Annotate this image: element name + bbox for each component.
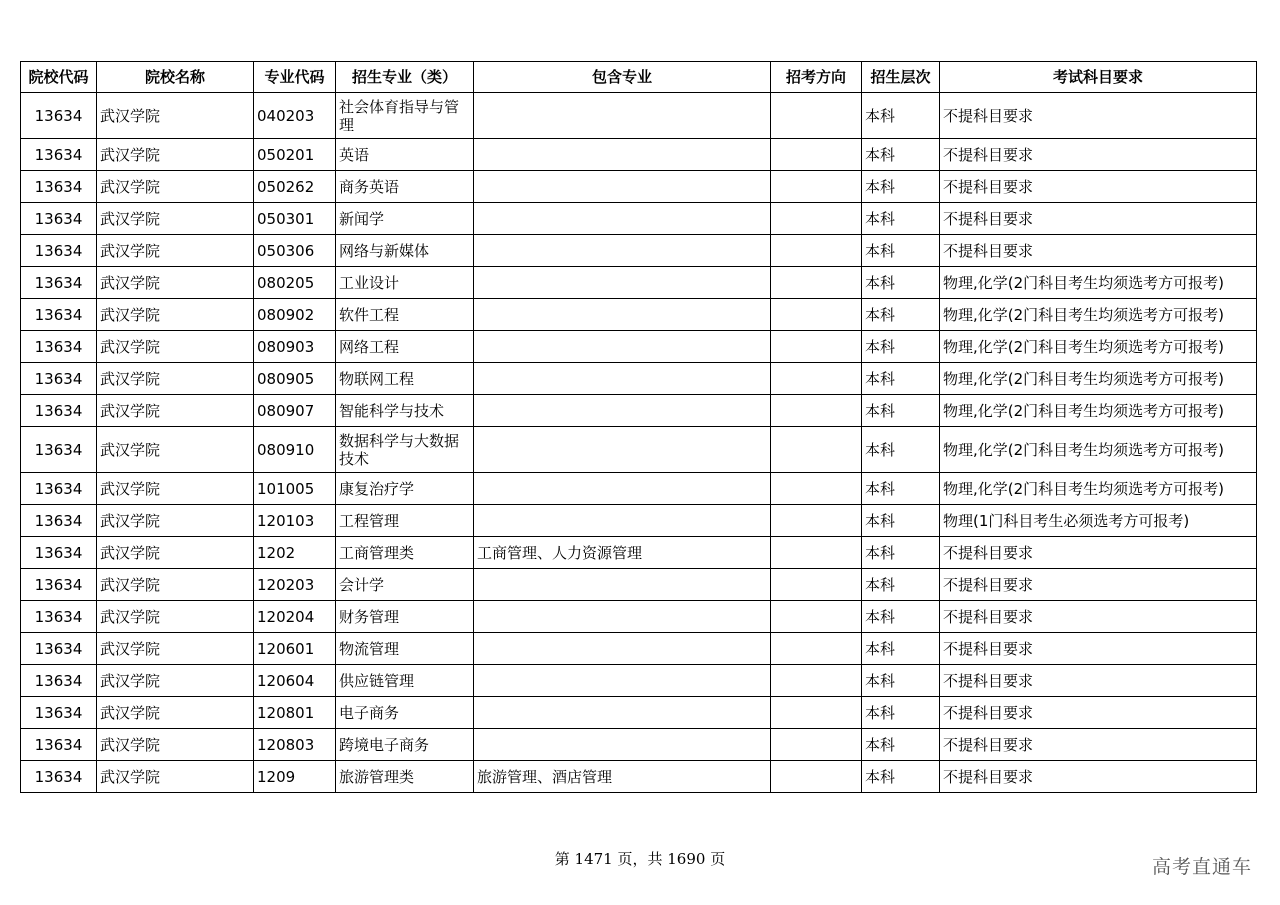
table-row — [21, 93, 1257, 139]
school-code-cell: 13634 — [21, 93, 97, 139]
school-name-cell: 武汉学院 — [97, 697, 254, 729]
included-majors-cell — [474, 235, 771, 267]
subject-requirements-cell: 物理,化学(2门科目考生均须选考方可报考) — [940, 331, 1257, 363]
school-name-cell: 武汉学院 — [97, 473, 254, 505]
school-code-cell: 13634 — [21, 267, 97, 299]
included-majors-cell: 工商管理、人力资源管理 — [474, 537, 771, 569]
included-majors-cell: 旅游管理、酒店管理 — [474, 761, 771, 793]
school-name-cell: 武汉学院 — [97, 139, 254, 171]
school-code-cell: 13634 — [21, 203, 97, 235]
major-cell: 数据科学与大数据技术 — [336, 427, 474, 473]
major-code-cell: 050306 — [254, 235, 336, 267]
included-majors-cell — [474, 171, 771, 203]
major-cell: 软件工程 — [336, 299, 474, 331]
major-code-cell: 120204 — [254, 601, 336, 633]
major-cell: 物联网工程 — [336, 363, 474, 395]
school-name-cell: 武汉学院 — [97, 665, 254, 697]
school-code-cell: 13634 — [21, 171, 97, 203]
major-code-cell: 120803 — [254, 729, 336, 761]
included-majors-cell — [474, 729, 771, 761]
direction-cell — [771, 473, 862, 505]
admissions-table — [20, 61, 1257, 793]
level-cell: 本科 — [862, 139, 940, 171]
school-code-cell: 13634 — [21, 299, 97, 331]
school-code-cell: 13634 — [21, 139, 97, 171]
table-row — [21, 665, 1257, 697]
table-row — [21, 537, 1257, 569]
subject-requirements-cell: 不提科目要求 — [940, 569, 1257, 601]
school-code-cell: 13634 — [21, 761, 97, 793]
included-majors-cell — [474, 427, 771, 473]
direction-cell — [771, 395, 862, 427]
subject-requirements-cell: 物理,化学(2门科目考生均须选考方可报考) — [940, 267, 1257, 299]
school-code-cell: 13634 — [21, 633, 97, 665]
subject-requirements-cell: 不提科目要求 — [940, 761, 1257, 793]
header-school-name: 院校名称 — [97, 62, 254, 93]
direction-cell — [771, 93, 862, 139]
direction-cell — [771, 171, 862, 203]
table-row — [21, 235, 1257, 267]
subject-requirements-cell: 物理,化学(2门科目考生均须选考方可报考) — [940, 299, 1257, 331]
school-name-cell: 武汉学院 — [97, 93, 254, 139]
direction-cell — [771, 729, 862, 761]
major-code-cell: 120103 — [254, 505, 336, 537]
major-cell: 工程管理 — [336, 505, 474, 537]
table-row — [21, 299, 1257, 331]
subject-requirements-cell: 不提科目要求 — [940, 93, 1257, 139]
level-cell: 本科 — [862, 93, 940, 139]
major-cell: 英语 — [336, 139, 474, 171]
direction-cell — [771, 601, 862, 633]
included-majors-cell — [474, 505, 771, 537]
included-majors-cell — [474, 665, 771, 697]
school-name-cell: 武汉学院 — [97, 569, 254, 601]
direction-cell — [771, 537, 862, 569]
direction-cell — [771, 299, 862, 331]
direction-cell — [771, 267, 862, 299]
subject-requirements-cell: 物理(1门科目考生必须选考方可报考) — [940, 505, 1257, 537]
major-cell: 会计学 — [336, 569, 474, 601]
table-row — [21, 601, 1257, 633]
included-majors-cell — [474, 267, 771, 299]
major-cell: 物流管理 — [336, 633, 474, 665]
subject-requirements-cell: 不提科目要求 — [940, 171, 1257, 203]
table-row — [21, 267, 1257, 299]
subject-requirements-cell: 物理,化学(2门科目考生均须选考方可报考) — [940, 427, 1257, 473]
direction-cell — [771, 331, 862, 363]
school-name-cell: 武汉学院 — [97, 505, 254, 537]
level-cell: 本科 — [862, 537, 940, 569]
level-cell: 本科 — [862, 395, 940, 427]
school-code-cell: 13634 — [21, 427, 97, 473]
header-school-code: 院校代码 — [21, 62, 97, 93]
table-row — [21, 569, 1257, 601]
table-row — [21, 505, 1257, 537]
header-level: 招生层次 — [862, 62, 940, 93]
school-name-cell: 武汉学院 — [97, 299, 254, 331]
table-row — [21, 363, 1257, 395]
major-code-cell: 050301 — [254, 203, 336, 235]
major-cell: 网络工程 — [336, 331, 474, 363]
included-majors-cell — [474, 601, 771, 633]
major-cell: 跨境电子商务 — [336, 729, 474, 761]
subject-requirements-cell: 物理,化学(2门科目考生均须选考方可报考) — [940, 473, 1257, 505]
level-cell: 本科 — [862, 665, 940, 697]
subject-requirements-cell: 物理,化学(2门科目考生均须选考方可报考) — [940, 363, 1257, 395]
school-name-cell: 武汉学院 — [97, 761, 254, 793]
major-code-cell: 050201 — [254, 139, 336, 171]
level-cell: 本科 — [862, 235, 940, 267]
header-included-majors: 包含专业 — [474, 62, 771, 93]
school-code-cell: 13634 — [21, 697, 97, 729]
level-cell: 本科 — [862, 633, 940, 665]
table-row — [21, 761, 1257, 793]
included-majors-cell — [474, 299, 771, 331]
major-cell: 电子商务 — [336, 697, 474, 729]
table-row — [21, 139, 1257, 171]
included-majors-cell — [474, 569, 771, 601]
school-code-cell: 13634 — [21, 569, 97, 601]
included-majors-cell — [474, 633, 771, 665]
direction-cell — [771, 505, 862, 537]
major-cell: 商务英语 — [336, 171, 474, 203]
school-name-cell: 武汉学院 — [97, 235, 254, 267]
major-cell: 旅游管理类 — [336, 761, 474, 793]
included-majors-cell — [474, 331, 771, 363]
direction-cell — [771, 427, 862, 473]
table-body — [21, 93, 1257, 793]
header-direction: 招考方向 — [771, 62, 862, 93]
direction-cell — [771, 363, 862, 395]
major-code-cell: 080903 — [254, 331, 336, 363]
table-row — [21, 331, 1257, 363]
major-cell: 供应链管理 — [336, 665, 474, 697]
level-cell: 本科 — [862, 299, 940, 331]
level-cell: 本科 — [862, 267, 940, 299]
header-major-code: 专业代码 — [254, 62, 336, 93]
school-name-cell: 武汉学院 — [97, 395, 254, 427]
subject-requirements-cell: 不提科目要求 — [940, 697, 1257, 729]
included-majors-cell — [474, 363, 771, 395]
school-name-cell: 武汉学院 — [97, 331, 254, 363]
included-majors-cell — [474, 139, 771, 171]
major-code-cell: 120601 — [254, 633, 336, 665]
major-code-cell: 050262 — [254, 171, 336, 203]
subject-requirements-cell: 不提科目要求 — [940, 729, 1257, 761]
included-majors-cell — [474, 395, 771, 427]
school-name-cell: 武汉学院 — [97, 633, 254, 665]
school-code-cell: 13634 — [21, 363, 97, 395]
subject-requirements-cell: 不提科目要求 — [940, 235, 1257, 267]
major-cell: 网络与新媒体 — [336, 235, 474, 267]
page-number: 第 1471 页，共 1690 页 — [554, 850, 726, 868]
level-cell: 本科 — [862, 331, 940, 363]
level-cell: 本科 — [862, 171, 940, 203]
subject-requirements-cell: 不提科目要求 — [940, 537, 1257, 569]
major-code-cell: 040203 — [254, 93, 336, 139]
table-header-row — [21, 62, 1257, 93]
school-name-cell: 武汉学院 — [97, 171, 254, 203]
school-code-cell: 13634 — [21, 537, 97, 569]
school-code-cell: 13634 — [21, 331, 97, 363]
direction-cell — [771, 633, 862, 665]
subject-requirements-cell: 不提科目要求 — [940, 633, 1257, 665]
table-row — [21, 633, 1257, 665]
subject-requirements-cell: 不提科目要求 — [940, 665, 1257, 697]
major-cell: 智能科学与技术 — [336, 395, 474, 427]
level-cell: 本科 — [862, 473, 940, 505]
subject-requirements-cell: 不提科目要求 — [940, 203, 1257, 235]
major-code-cell: 080907 — [254, 395, 336, 427]
major-code-cell: 120604 — [254, 665, 336, 697]
major-code-cell: 1202 — [254, 537, 336, 569]
included-majors-cell — [474, 93, 771, 139]
direction-cell — [771, 139, 862, 171]
direction-cell — [771, 235, 862, 267]
level-cell: 本科 — [862, 427, 940, 473]
subject-requirements-cell: 物理,化学(2门科目考生均须选考方可报考) — [940, 395, 1257, 427]
header-subject-requirements: 考试科目要求 — [940, 62, 1257, 93]
level-cell: 本科 — [862, 697, 940, 729]
school-name-cell: 武汉学院 — [97, 537, 254, 569]
included-majors-cell — [474, 697, 771, 729]
major-code-cell: 120801 — [254, 697, 336, 729]
table-row — [21, 171, 1257, 203]
subject-requirements-cell: 不提科目要求 — [940, 139, 1257, 171]
table-row — [21, 473, 1257, 505]
major-cell: 财务管理 — [336, 601, 474, 633]
direction-cell — [771, 203, 862, 235]
school-code-cell: 13634 — [21, 473, 97, 505]
major-cell: 新闻学 — [336, 203, 474, 235]
major-code-cell: 080905 — [254, 363, 336, 395]
school-code-cell: 13634 — [21, 505, 97, 537]
table-row — [21, 395, 1257, 427]
level-cell: 本科 — [862, 505, 940, 537]
table-row — [21, 697, 1257, 729]
level-cell: 本科 — [862, 601, 940, 633]
level-cell: 本科 — [862, 729, 940, 761]
included-majors-cell — [474, 203, 771, 235]
table-row — [21, 427, 1257, 473]
major-code-cell: 080902 — [254, 299, 336, 331]
school-name-cell: 武汉学院 — [97, 267, 254, 299]
school-code-cell: 13634 — [21, 665, 97, 697]
school-code-cell: 13634 — [21, 235, 97, 267]
major-code-cell: 120203 — [254, 569, 336, 601]
direction-cell — [771, 665, 862, 697]
header-major: 招生专业（类） — [336, 62, 474, 93]
subject-requirements-cell: 不提科目要求 — [940, 601, 1257, 633]
major-code-cell: 101005 — [254, 473, 336, 505]
direction-cell — [771, 761, 862, 793]
school-name-cell: 武汉学院 — [97, 427, 254, 473]
major-cell: 工业设计 — [336, 267, 474, 299]
major-code-cell: 080910 — [254, 427, 336, 473]
school-name-cell: 武汉学院 — [97, 363, 254, 395]
level-cell: 本科 — [862, 761, 940, 793]
school-code-cell: 13634 — [21, 395, 97, 427]
major-cell: 社会体育指导与管理 — [336, 93, 474, 139]
school-name-cell: 武汉学院 — [97, 203, 254, 235]
major-cell: 康复治疗学 — [336, 473, 474, 505]
major-code-cell: 080205 — [254, 267, 336, 299]
table-row — [21, 203, 1257, 235]
watermark: 高考直通车 — [1151, 856, 1252, 878]
level-cell: 本科 — [862, 569, 940, 601]
level-cell: 本科 — [862, 203, 940, 235]
school-name-cell: 武汉学院 — [97, 729, 254, 761]
direction-cell — [771, 697, 862, 729]
level-cell: 本科 — [862, 363, 940, 395]
major-cell: 工商管理类 — [336, 537, 474, 569]
included-majors-cell — [474, 473, 771, 505]
school-code-cell: 13634 — [21, 601, 97, 633]
major-code-cell: 1209 — [254, 761, 336, 793]
school-name-cell: 武汉学院 — [97, 601, 254, 633]
school-code-cell: 13634 — [21, 729, 97, 761]
direction-cell — [771, 569, 862, 601]
table-row — [21, 729, 1257, 761]
